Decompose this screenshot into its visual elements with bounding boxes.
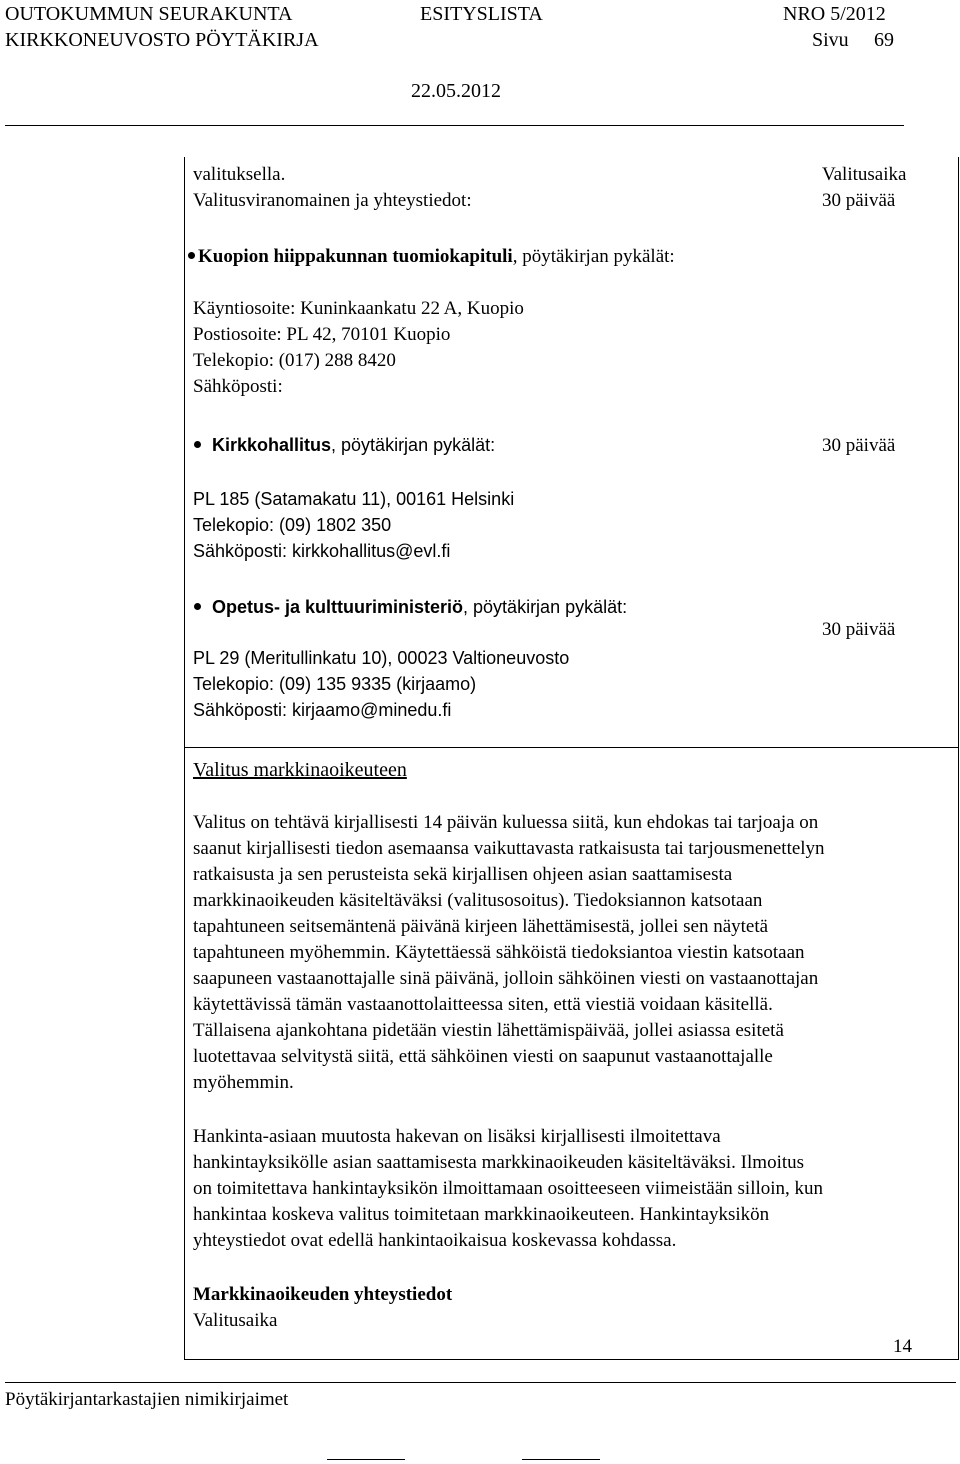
signature-line-2 (522, 1459, 600, 1460)
header-page-label: Sivu (812, 29, 849, 51)
bullet-icon (194, 441, 201, 448)
box-bottom-border (184, 1359, 959, 1360)
paragraph-line: käytettävissä tämän vastaanottolaitteessa siten, että viestiä voidaan käsitellä. (193, 994, 773, 1015)
kuopio-email: Sähköposti: (193, 376, 283, 397)
paragraph-line: markkinaoikeuden käsiteltäväksi (valitusosoitus). Tiedoksiannon katsotaan (193, 890, 763, 911)
section-divider (184, 747, 959, 748)
paragraph-line: hankintaa koskeva valitus toimitetaan markkinaoikeuteen. Hankintayksikön (193, 1204, 770, 1225)
paragraph-line: myöhemmin. (193, 1072, 294, 1093)
paragraph-line: ratkaisusta ja sen perusteista sekä kirjallisen ohjeen asian saattamisesta (193, 864, 733, 885)
paragraph-line: tapahtuneen myöhemmin. Käytettäessä sähköistä tiedoksiantoa viestin katsotaan (193, 942, 805, 963)
opm-days: 30 päivää (822, 619, 896, 640)
kuopio-heading (198, 247, 675, 266)
authority-label: Valitusviranomainen ja yhteystiedot: (193, 190, 472, 211)
paragraph-line: yhteystiedot ovat edellä hankintaoikaisua koskevassa kohdassa. (193, 1230, 677, 1251)
box-left-border (184, 157, 185, 1360)
opm-fax: Telekopio: (09) 135 9335 (kirjaamo) (193, 674, 477, 694)
opm-email: Sähköposti: kirjaamo@minedu.fi (193, 700, 452, 720)
paragraph-line: luotettavaa selvitystä siitä, että sähköinen viesti on saapunut vastaanottajalle (193, 1046, 773, 1067)
kirkkohallitus-suffix: , pöytäkirjan pykälät: (331, 435, 496, 455)
signature-line-1 (327, 1459, 405, 1460)
paragraph-line: Valitus on tehtävä kirjallisesti 14 päivän kuluessa siitä, kun ehdokas tai tarjoaja on (193, 812, 819, 833)
kirkkohallitus-fax: Telekopio: (09) 1802 350 (193, 515, 392, 535)
market-court-paragraph-2 (193, 1124, 953, 1254)
appeal-time-value: 30 päivää (822, 190, 896, 211)
header-page-number: 69 (874, 29, 894, 51)
market-court-appeal-time: Valitusaika (193, 1310, 278, 1331)
market-court-contact-heading: Markkinaoikeuden yhteystiedot (193, 1284, 453, 1305)
opm-name: Opetus- ja kulttuuriministeriö (212, 597, 464, 617)
footer-rule (5, 1382, 956, 1383)
kuopio-post-address: Postiosoite: PL 42, 70101 Kuopio (193, 324, 451, 345)
kuopio-fax: Telekopio: (017) 288 8420 (193, 350, 396, 371)
paragraph-line: Tällaisena ajankohtana pidetään viestin lähettämispäivää, jollei asiassa esitetä (193, 1020, 784, 1041)
market-court-heading: Valitus markkinaoikeuteen (193, 759, 407, 781)
continuation-text: valituksella. (193, 164, 286, 185)
kirkkohallitus-days: 30 päivää (822, 435, 896, 456)
kirkkohallitus-heading (212, 436, 495, 454)
kuopio-suffix: , pöytäkirjan pykälät: (512, 246, 675, 267)
bullet-icon (194, 603, 201, 610)
market-court-paragraph-1 (193, 810, 953, 1096)
paragraph-line: tapahtuneen seitsemäntenä päivänä kirjeen lähettämisestä, jollei sen näytetä (193, 916, 769, 937)
kuopio-name: Kuopion hiippakunnan tuomiokapituli (198, 246, 513, 267)
bullet-icon (188, 252, 195, 259)
opm-address: PL 29 (Meritullinkatu 10), 00023 Valtioneuvosto (193, 648, 570, 668)
paragraph-line: on toimitettava hankintayksikön ilmoittamaan osoitteeseen viimeistään silloin, kun (193, 1178, 824, 1199)
header-doc-title: KIRKKONEUVOSTO PÖYTÄKIRJA (5, 29, 319, 51)
paragraph-line: hankintayksikölle asian saattamisesta markkinaoikeuden käsiteltäväksi. Ilmoitus (193, 1152, 805, 1173)
paragraph-line: saanut kirjallisesti tiedon asemaansa vaikuttavasta ratkaisusta tai tarjousmenettelyn (193, 838, 825, 859)
appeal-time-label: Valitusaika (822, 164, 907, 185)
kuopio-visit-address: Käyntiosoite: Kuninkaankatu 22 A, Kuopio (193, 298, 524, 319)
kirkkohallitus-email: Sähköposti: kirkkohallitus@evl.fi (193, 541, 451, 561)
opm-heading (212, 598, 627, 616)
paragraph-line: Hankinta-asiaan muutosta hakevan on lisäksi kirjallisesti ilmoitettava (193, 1126, 721, 1147)
box-right-border (958, 157, 959, 1360)
header-rule (5, 125, 904, 126)
header-org: OUTOKUMMUN SEURAKUNTA (5, 3, 293, 25)
header-list: ESITYSLISTA (420, 3, 543, 25)
header-number: NRO 5/2012 (783, 3, 886, 25)
header-date: 22.05.2012 (411, 80, 501, 102)
kirkkohallitus-name: Kirkkohallitus (212, 435, 332, 455)
footer-signatures-label: Pöytäkirjantarkastajien nimikirjaimet (5, 1389, 289, 1410)
kirkkohallitus-address: PL 185 (Satamakatu 11), 00161 Helsinki (193, 489, 515, 509)
opm-suffix: , pöytäkirjan pykälät: (463, 597, 628, 617)
paragraph-line: saapuneen vastaanottajalle sinä päivänä, jolloin sähköinen viesti on vastaanottajan (193, 968, 819, 989)
section-page-number: 14 (893, 1336, 912, 1357)
